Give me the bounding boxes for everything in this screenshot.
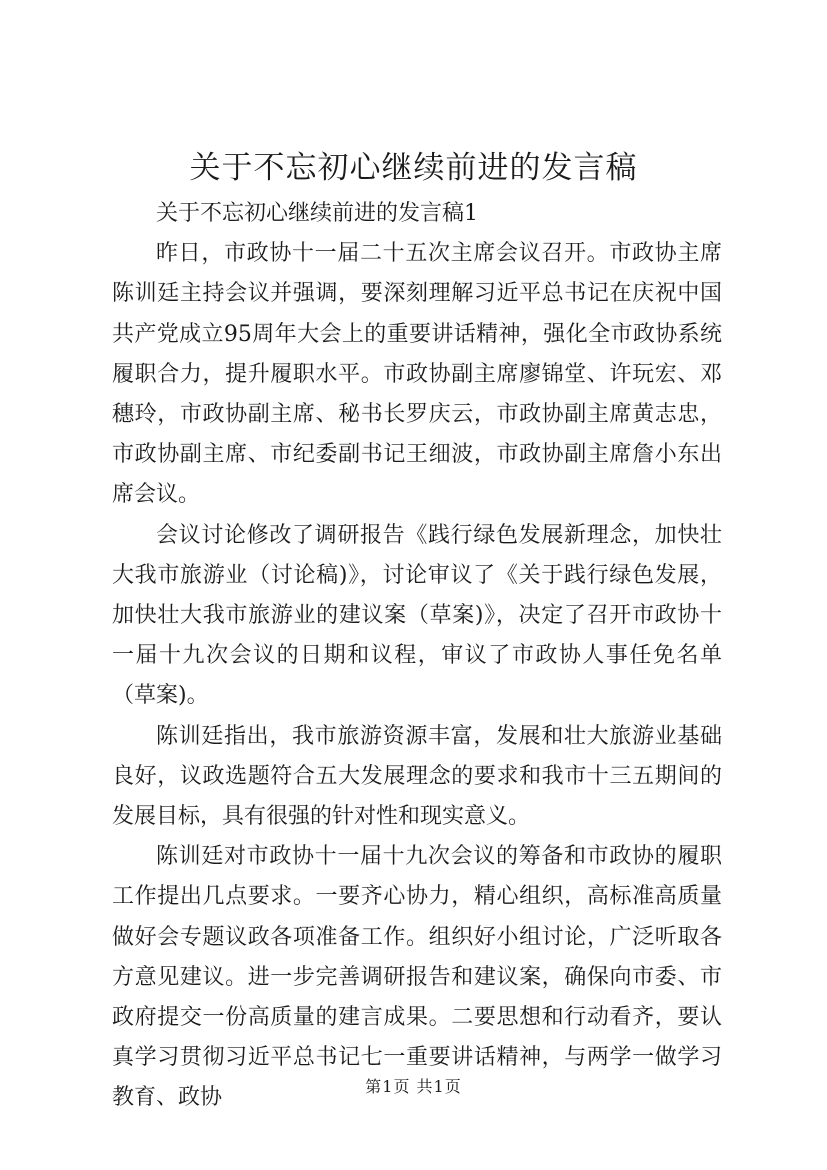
body-paragraph: 昨日，市政协十一届二十五次主席会议召开。市政协主席陈训廷主持会议并强调，要深刻理解习近平总书记在庆祝中国共产党成立95周年大会上的重要讲话精神，强化全市政协系统履职合力，提升履职水平。市政协副主席廖锦堂、许玩宏、邓穗玲，市政协副主席、秘书长罗庆云，市政协副主席黄志忠，市政协副主席、市纪委副书记王细波，市政协副主席詹小东出席会议。: [112, 241, 722, 508]
body-paragraph: 陈训廷对市政协十一届十九次会议的筹备和市政协的履职工作提出几点要求。一要齐心协力，精心组织，高标准高质量做好会专题议政各项准备工作。组织好小组讨论，广泛听取各方意见建议。进一步完善调研报告和建议案，确保向市委、市政府提交一份高质量的建言成果。二要思想和行动看齐，要认真学习贯彻习近平总书记七一重要讲话精神，与两学一做学习教育、政协: [112, 844, 722, 1111]
document-title: 关于不忘初心继续前进的发言稿: [189, 150, 638, 186]
page-footer: 第1页 共1页: [365, 1077, 462, 1096]
body-paragraph: 会议讨论修改了调研报告《践行绿色发展新理念，加快壮大我市旅游业（讨论稿)》，讨论审议了《关于践行绿色发展，加快壮大我市旅游业的建议案（草案)》，决定了召开市政协十一届十九次会议的日期和议程，审议了市政协人事任免名单（草案)。: [112, 522, 722, 709]
body-paragraph: 陈训廷指出，我市旅游资源丰富，发展和壮大旅游业基础良好，议政选题符合五大发展理念的要求和我市十三五期间的发展目标，具有很强的针对性和现实意义。: [112, 723, 722, 830]
document-body: [112, 194, 722, 1119]
subtitle-paragraph: 关于不忘初心继续前进的发言稿1: [156, 201, 478, 226]
